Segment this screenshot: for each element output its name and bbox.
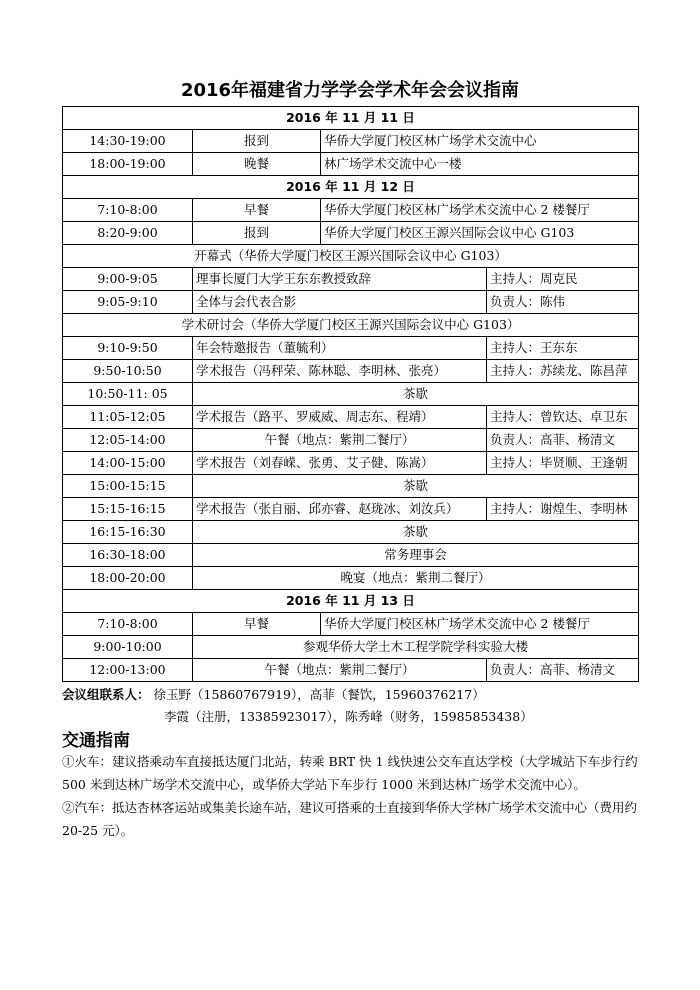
contacts-text-1: 徐玉野（15860767919），高菲（餐饮，15960376217） — [153, 687, 485, 702]
time-cell: 16:30-18:00 — [63, 544, 193, 567]
time-cell: 9:05-9:10 — [63, 291, 193, 314]
table-row — [63, 429, 639, 452]
activity-cell: 参观华侨大学土木工程学院学科实验大楼 — [193, 636, 639, 659]
person-cell: 主持人：毕贤顺、王逢朝 — [487, 452, 639, 475]
time-cell: 12:00-13:00 — [63, 659, 193, 682]
contacts-block — [62, 684, 662, 728]
schedule-table — [62, 106, 639, 682]
section-title-cell: 开幕式（华侨大学厦门校区王源兴国际会议中心 G103） — [63, 245, 639, 268]
time-cell: 11:05-12:05 — [63, 406, 193, 429]
time-cell: 9:00-9:05 — [63, 268, 193, 291]
activity-cell: 常务理事会 — [193, 544, 639, 567]
table-row — [63, 153, 639, 176]
table-row — [63, 337, 639, 360]
activity-cell: 早餐 — [193, 613, 321, 636]
page-title: 2016年福建省力学学会学术年会会议指南 — [180, 80, 520, 101]
person-cell: 负责人：陈伟 — [487, 291, 639, 314]
traffic-bus: ②汽车：抵达杏林客运站或集美长途车站，建议可搭乘的士直接到华侨大学林广场学术交流中心（费用约 20-25 元）。 — [62, 800, 638, 838]
traffic-guide — [62, 750, 642, 842]
table-row — [63, 199, 639, 222]
time-cell: 9:10-9:50 — [63, 337, 193, 360]
contacts-line-1 — [62, 684, 662, 706]
table-row — [63, 659, 639, 682]
location-cell: 华侨大学厦门校区林广场学术交流中心 — [321, 130, 639, 153]
table-row — [63, 383, 639, 406]
activity-cell: 学术报告（刘春嵘、张勇、艾子健、陈嵩） — [193, 452, 487, 475]
activity-cell: 午餐（地点：紫荆二餐厅） — [193, 659, 487, 682]
time-cell: 9:50-10:50 — [63, 360, 193, 383]
location-cell: 林广场学术交流中心一楼 — [321, 153, 639, 176]
table-row — [63, 567, 639, 590]
location-cell: 华侨大学厦门校区林广场学术交流中心 2 楼餐厅 — [321, 199, 639, 222]
activity-cell: 全体与会代表合影 — [193, 291, 487, 314]
location-cell: 华侨大学厦门校区林广场学术交流中心 2 楼餐厅 — [321, 613, 639, 636]
section-header-row — [63, 314, 639, 337]
time-cell: 14:30-19:00 — [63, 130, 193, 153]
activity-cell: 茶歇 — [193, 383, 639, 406]
time-cell: 12:05-14:00 — [63, 429, 193, 452]
day-header-row — [63, 176, 639, 199]
table-row — [63, 360, 639, 383]
activity-cell: 年会特邀报告（董毓利） — [193, 337, 487, 360]
table-row — [63, 452, 639, 475]
table-row — [63, 291, 639, 314]
day-header-row — [63, 107, 639, 130]
activity-cell: 理事长厦门大学王东东教授致辞 — [193, 268, 487, 291]
table-row — [63, 222, 639, 245]
time-cell: 7:10-8:00 — [63, 613, 193, 636]
activity-cell: 学术报告（张自丽、邱亦睿、赵珑冰、刘汝兵） — [193, 498, 487, 521]
activity-cell: 早餐 — [193, 199, 321, 222]
activity-cell: 茶歇 — [193, 521, 639, 544]
table-row — [63, 613, 639, 636]
day-date-cell: 2016 年 11 月 12 日 — [63, 176, 639, 199]
time-cell: 7:10-8:00 — [63, 199, 193, 222]
section-header-row — [63, 245, 639, 268]
person-cell: 负责人：高菲、杨清文 — [487, 659, 639, 682]
table-row — [63, 406, 639, 429]
day-header-row — [63, 590, 639, 613]
time-cell: 9:00-10:00 — [63, 636, 193, 659]
time-cell: 14:00-15:00 — [63, 452, 193, 475]
activity-cell: 学术报告（冯秤荣、陈林聪、李明林、张亮） — [193, 360, 487, 383]
activity-cell: 报到 — [193, 222, 321, 245]
table-row — [63, 130, 639, 153]
table-row — [63, 636, 639, 659]
activity-cell: 茶歇 — [193, 475, 639, 498]
time-cell: 15:00-15:15 — [63, 475, 193, 498]
table-row — [63, 498, 639, 521]
location-cell: 华侨大学厦门校区王源兴国际会议中心 G103 — [321, 222, 639, 245]
activity-cell: 晚餐 — [193, 153, 321, 176]
activity-cell: 报到 — [193, 130, 321, 153]
time-cell: 10:50-11: 05 — [63, 383, 193, 406]
time-cell: 16:15-16:30 — [63, 521, 193, 544]
person-cell: 主持人：王东东 — [487, 337, 639, 360]
person-cell: 主持人：谢煌生、李明林 — [487, 498, 639, 521]
day-date-cell: 2016 年 11 月 11 日 — [63, 107, 639, 130]
day-date-cell: 2016 年 11 月 13 日 — [63, 590, 639, 613]
activity-cell: 午餐（地点：紫荆二餐厅） — [193, 429, 487, 452]
table-row — [63, 544, 639, 567]
time-cell: 15:15-16:15 — [63, 498, 193, 521]
person-cell: 负责人：高菲、杨清文 — [487, 429, 639, 452]
time-cell: 8:20-9:00 — [63, 222, 193, 245]
contacts-text-2: 李霞（注册，13385923017），陈秀峰（财务，15985853438） — [164, 709, 533, 724]
traffic-train: ①火车：建议搭乘动车直接抵达厦门北站，转乘 BRT 快 1 线快速公交车直达学校（大学城站下车步行约 500 米到达林广场学术交流中心，或华侨大学站下车步行 1000 米到达林广场学术交流中心）。 — [62, 754, 638, 792]
person-cell: 主持人：周克民 — [487, 268, 639, 291]
activity-cell: 学术报告（路平、罗威威、周志东、程靖） — [193, 406, 487, 429]
section-title-cell: 学术研讨会（华侨大学厦门校区王源兴国际会议中心 G103） — [63, 314, 639, 337]
contacts-label: 会议组联系人： — [62, 687, 150, 702]
table-row — [63, 268, 639, 291]
time-cell: 18:00-20:00 — [63, 567, 193, 590]
activity-cell: 晚宴（地点：紫荆二餐厅） — [193, 567, 639, 590]
person-cell: 主持人：苏续龙、陈昌萍 — [487, 360, 639, 383]
table-row — [63, 521, 639, 544]
table-row — [63, 475, 639, 498]
person-cell: 主持人：曾钦达、卓卫东 — [487, 406, 639, 429]
time-cell: 18:00-19:00 — [63, 153, 193, 176]
traffic-title: 交通指南 — [62, 731, 130, 751]
